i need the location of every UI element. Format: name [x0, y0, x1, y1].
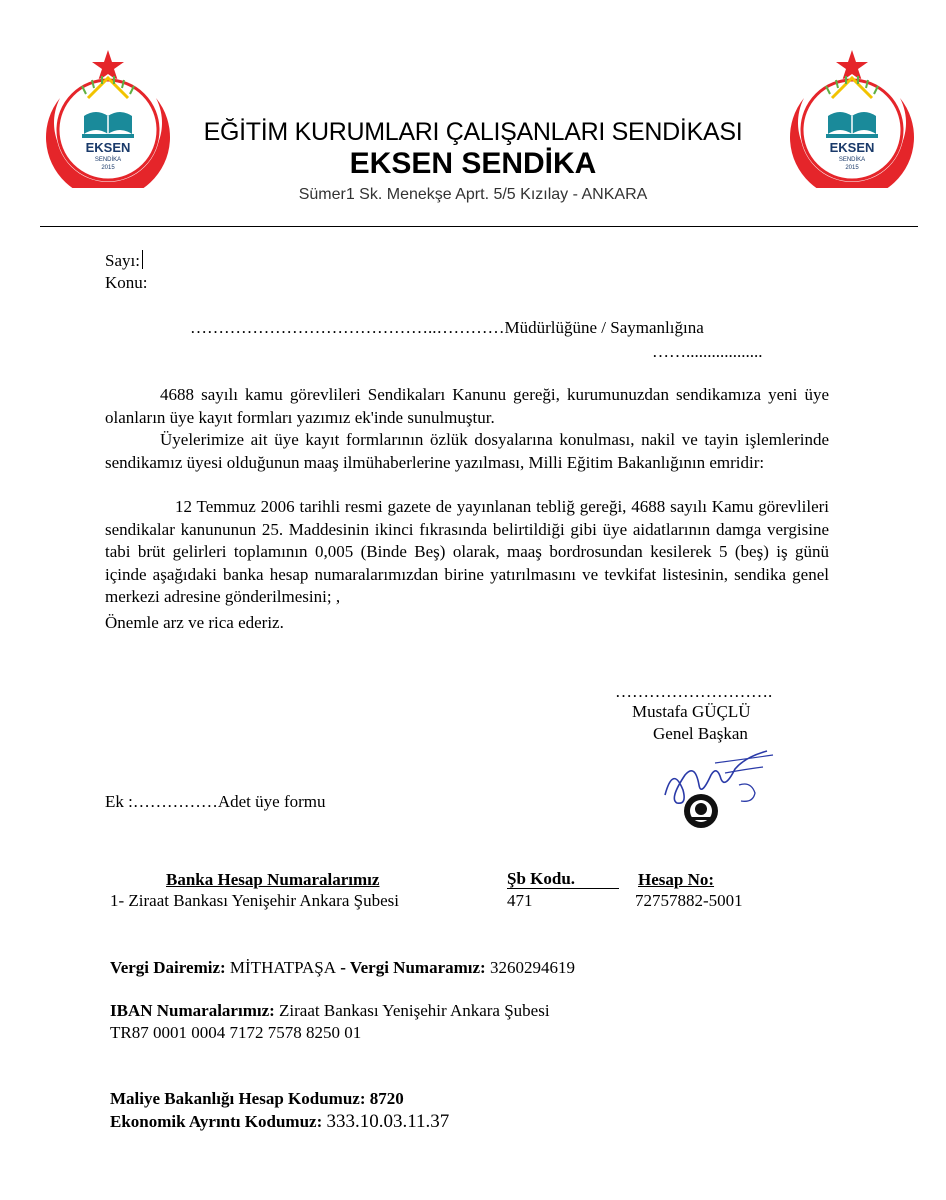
branch-code-label: Şb Kodu. — [507, 870, 619, 889]
paragraph-3: 12 Temmuz 2006 tarihli resmi gazete de yayınlanan tebliğ gereği, 4688 sayılı Kamu görevlileri sendikalar kanununun 25. Maddesinin ikinci fıkrasında belirtildiği gibi üye aidatlarının damga vergisine tabi brüt gelirleri toplamının 0,005 (Binde Beş) olarak, maaş bordrosundan kesilerek 5 (beş) iş günü içinde aşağıdaki banka hesap numaralarımızdan birine yatırılmasını ve tevkifat listesinin, sendika genel merkezi adresine gönderilmesini; , — [105, 497, 829, 606]
svg-text:SENDİKA: SENDİKA — [94, 157, 122, 163]
paragraph-2: Üyelerimize ait üye kayıt formlarının özlük dosyalarına konulması, nakil ve tayin işlemlerinde sendikamız üyesi olduğunun maaş ilmühaberlerine yazılması, Milli Eğitim Bakanlığının emridir: — [105, 430, 829, 472]
bank-row-branch-code: 471 — [507, 891, 533, 910]
tax-line — [110, 958, 575, 978]
org-name: EĞİTİM KURUMLARI ÇALIŞANLARI SENDİKASI — [203, 118, 743, 146]
ministry-code-line: Maliye Bakanlığı Hesap Kodumuz: 8720 — [110, 1089, 404, 1108]
addressee-line: ……………………………………..…………Müdürlüğüne / Saymanlığına — [190, 318, 704, 337]
account-no-text: Hesap No: — [638, 870, 715, 889]
org-short-name: EKSEN SENDİKA — [349, 147, 597, 180]
signature-stamp — [655, 745, 785, 835]
svg-text:2015: 2015 — [845, 165, 859, 171]
paragraph-1: 4688 sayılı kamu görevlileri Sendikaları Kanunu gereği, kurumunuzdan sendikamıza yeni üye olanların üye kayıt formları yazımız ek'inde sunulmuştur. — [105, 385, 829, 427]
tax-number-value: 3260294619 — [489, 958, 575, 977]
iban-value: TR87 0001 0004 7172 7578 8250 01 — [110, 1023, 362, 1042]
signer-title: Genel Başkan — [653, 724, 748, 743]
sayi-line[interactable] — [105, 250, 143, 271]
signature-icon — [655, 745, 785, 835]
tax-office-label: Vergi Dairemiz: — [110, 958, 226, 977]
tax-number-label: Vergi Numaramız: — [349, 958, 486, 977]
svg-text:EKSEN: EKSEN — [829, 140, 875, 155]
svg-text:SENDİKA: SENDİKA — [838, 157, 866, 163]
konu-label: Konu: — [105, 273, 148, 292]
econ-code-label: Ekonomik Ayrıntı Kodumuz: — [110, 1112, 323, 1131]
bank-row-account-no: 72757882-5001 — [635, 891, 743, 910]
tax-office-value: MİTHATPAŞA — [229, 958, 337, 977]
iban-label: IBAN Numaralarımız: — [110, 1001, 275, 1020]
text-cursor — [142, 250, 144, 269]
iban-bank: Ziraat Bankası Yenişehir Ankara Şubesi — [279, 1001, 550, 1020]
econ-code-line — [110, 1111, 449, 1133]
bank-row-name: 1- Ziraat Bankası Yenişehir Ankara Şubesi — [110, 891, 399, 910]
closing-line: Önemle arz ve rica ederiz. — [105, 613, 284, 632]
econ-code-value: 333.10.03.11.37 — [326, 1111, 450, 1132]
iban-line — [110, 1001, 550, 1021]
svg-text:EKSEN: EKSEN — [85, 140, 131, 155]
signer-name: Mustafa GÜÇLÜ — [632, 702, 751, 721]
bank-header-text: Banka Hesap Numaralarımız — [166, 870, 380, 889]
attachment-line: Ek :……………Adet üye formu — [105, 792, 326, 811]
addressee-sub: …….................. — [652, 342, 763, 361]
account-no-label — [638, 870, 714, 890]
sayi-label: Sayı: — [105, 251, 140, 270]
org-address: Sümer1 Sk. Menekşe Aprt. 5/5 Kızılay - ANKARA — [298, 186, 648, 203]
signature-dots: ………………………. — [615, 682, 773, 701]
tax-sep: - — [336, 958, 350, 977]
bank-header-label — [166, 870, 379, 890]
svg-text:2015: 2015 — [101, 165, 115, 171]
header-divider — [40, 226, 918, 227]
